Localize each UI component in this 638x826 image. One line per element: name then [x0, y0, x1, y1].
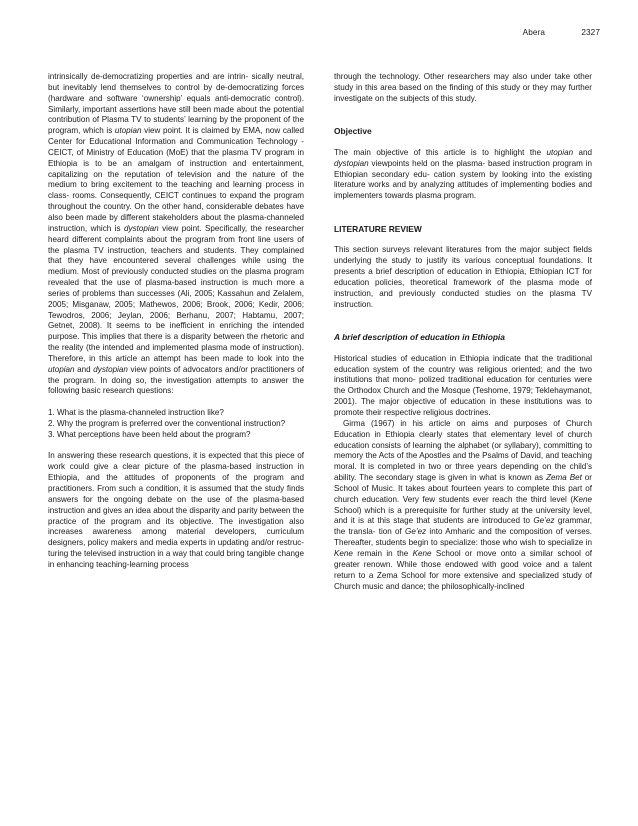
education-paragraph-2: Girma (1967) in his article on aims and purposes of Church Education in Ethiopia clearly states that elementary level of church education consists of learning the alphabet (or syllabary), committing to memory the Acts of the Apostles and the Psalms of David, and teaching moral. It is completed in two or three years depending on the child’s ability. The secondary stage is given in what is known as Zema Bet or School of Music. It takes about fourteen years to complete this part of church education. Very few students ever reach the third level (Kene School) which is a prerequisite for further study at the university level, and it is at this stage that students are introduced to Ge’ez grammar, the transla- tion of Ge’ez into Amharic and the composition of verses. Thereafter, students begin to specialize: those who wish to specialize in Kene remain in the Kene School or move onto a similar school of greater renown. While those endowed with good voice and a talent return to a Zema School for more extensive and specialized study of Church music and dance; the philosophically-inclined: [334, 418, 593, 591]
objective-text: The main objective of this article is to highlight the utopian and dystopian viewpoints held on the plasma- based instruction program in Ethiopian secondary edu- cation system by looking into the existing literature works and by analyzing attitudes of implementing bodies and implementers towards plasma program.: [334, 147, 592, 201]
question-3: 3. What perceptions have been held about the program?: [48, 429, 251, 439]
question-2: 2. Why the program is preferred over the conventional instruction?: [48, 418, 286, 428]
left-paragraph-1: intrinsically de-democratizing properties and are intrin- sically neutral, but inevitably lend themselves to control by de-democratizing forces (hardware and software ‘ownership’ equals anti-democratic control). Similarly, important assertions have still been made about the potential contribution of Plasma TV to students’ learning by the proponent of the program, which is utopian view point. It is claimed by EMA, now called Center for Educational Information and Communication Technology - CEICT, of Ministry of Education (MoE) that the plasma TV program in Ethiopia is to be an amalgam of instruction and entertainment, capitalizing on the reputation of television and the nature of the medium to bring excitement to the teaching and learning process in class- rooms. Consequently, CEICT continues to expand the program throughout the country. On the other hand, considerable debates have also been made by different stakeholders about the plasma-channeled instruction, which is dystopian view point. Specifically, the researcher heard different complaints about the program from front line users of the plasma TV instruction, teachers and students. They complained that they have encountered several challenges while using the medium. Most of previously conducted studies on the plasma program revealed that the use of plasma-based instruction is much more a series of problems than successes (Ali, 2005; Kassahun and Zelalem, 2005; Misganaw, 2005; Mathewos, 2006; Brook, 2006; Kedir, 2006; Tewodros, 2006; Jeylan, 2006; Berhanu, 2007; Habtamu, 2007; Getnet, 2008). It seems to be inefficient in enriching the intended purpose. This implies that there is a disparity between the rhetoric and the reality (the intended and implemented plasma mode of instruction). Therefore, in this article an attempt has been made to look into the utopian and dystopian view points of advocators and/or practitioners of the program. In doing so, the investigation attempts to answer the following basic research questions:: [48, 72, 305, 396]
objective-heading: Objective: [334, 126, 372, 137]
literature-review-heading: LITERATURE REVIEW: [334, 223, 422, 234]
right-paragraph-1: through the technology. Other researchers may also under take other study in this area based on the finding of this study or they may further investigate on the subjects of this study.: [334, 72, 592, 103]
research-questions: [48, 408, 304, 441]
education-ethiopia-heading: A brief description of education in Ethiopia: [334, 332, 505, 343]
left-paragraph-2: In answering these research questions, it is expected that this piece of work could give a clear picture of the plasma-based instruction in Ethiopia, and the attitudes of proponents of the program and practitioners. From such a condition, it is assumed that the study finds answers for the ongoing debate on the use of the plasma-based instruction and gives an idea about the disparity and parity between the practice of the program and its objective. The investigation also increases awareness among material developers, curriculum designers, policy makers and media experts in updating and/or restruc- turing the televised instruction in a way that could bring tangible change in enhancing teaching-learning process: [48, 451, 305, 569]
header-author: Abera: [522, 28, 545, 37]
education-paragraph-1: Historical studies of education in Ethiopia indicate that the traditional education system of the country was religious oriented; and the two institutions that mono- polized traditional education for centuries were the Orthodox Church and the Mosque (Teshome, 1979; Teklehaymanot, 2001). The major objective of education in these institutions was to promote their respective religious doctrines.: [334, 353, 592, 418]
literature-review-text: This section surveys relevant literatures from the major subject fields underlying the study to justify its various conceptual foundations. It presents a brief description of education in Ethiopia, Ethiopian ICT for education policies, theoretical framework of the plasma mode of instruction, and previously conducted studies on the plasma TV instruction.: [334, 245, 592, 309]
running-header: [523, 28, 600, 37]
page-number: 2327: [581, 28, 600, 37]
right-column: [334, 72, 592, 592]
question-1: 1. What is the plasma-channeled instruction like?: [48, 408, 224, 418]
left-column: [48, 72, 304, 571]
